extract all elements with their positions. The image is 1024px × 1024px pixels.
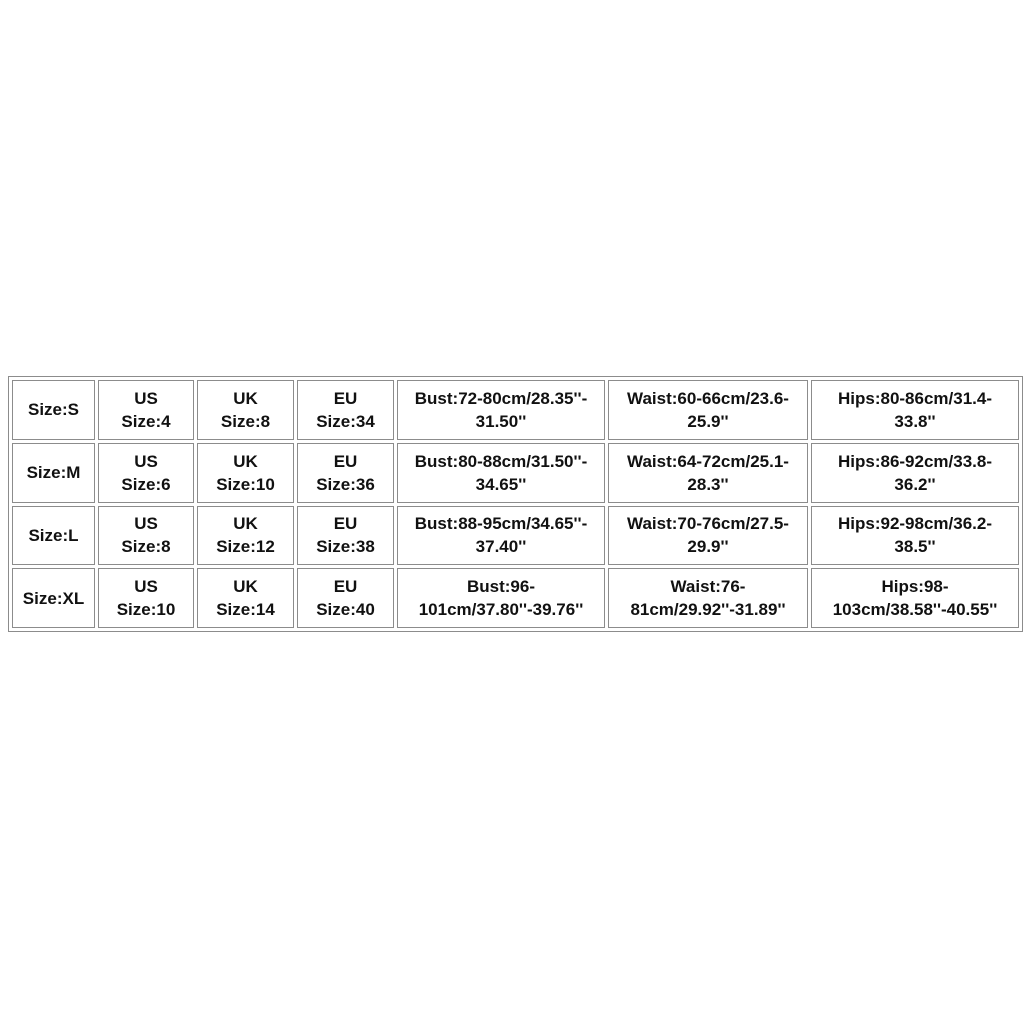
hips-cell: Hips:98- 103cm/38.58''-40.55''	[811, 568, 1019, 628]
us-size-cell: US Size:8	[98, 506, 194, 566]
us-size-cell: US Size:6	[98, 443, 194, 503]
eu-size-cell: EU Size:36	[297, 443, 394, 503]
bust-cell: Bust:72-80cm/28.35''- 31.50''	[397, 380, 605, 440]
bust-cell: Bust:96- 101cm/37.80''-39.76''	[397, 568, 605, 628]
table-row-size-l	[12, 506, 1019, 566]
eu-size-cell: EU Size:34	[297, 380, 394, 440]
waist-cell: Waist:70-76cm/27.5- 29.9''	[608, 506, 808, 566]
eu-size-cell: EU Size:40	[297, 568, 394, 628]
uk-size-cell: UK Size:14	[197, 568, 294, 628]
table-row-size-xl	[12, 568, 1019, 628]
hips-cell: Hips:80-86cm/31.4- 33.8''	[811, 380, 1019, 440]
us-size-cell: US Size:4	[98, 380, 194, 440]
waist-cell: Waist:64-72cm/25.1- 28.3''	[608, 443, 808, 503]
size-cell: Size:L	[12, 506, 95, 566]
size-chart-table	[8, 376, 1023, 632]
uk-size-cell: UK Size:8	[197, 380, 294, 440]
table-row-size-m	[12, 443, 1019, 503]
uk-size-cell: UK Size:12	[197, 506, 294, 566]
eu-size-cell: EU Size:38	[297, 506, 394, 566]
bust-cell: Bust:88-95cm/34.65''- 37.40''	[397, 506, 605, 566]
hips-cell: Hips:86-92cm/33.8- 36.2''	[811, 443, 1019, 503]
size-cell: Size:M	[12, 443, 95, 503]
uk-size-cell: UK Size:10	[197, 443, 294, 503]
size-cell: Size:XL	[12, 568, 95, 628]
us-size-cell: US Size:10	[98, 568, 194, 628]
bust-cell: Bust:80-88cm/31.50''- 34.65''	[397, 443, 605, 503]
waist-cell: Waist:76- 81cm/29.92''-31.89''	[608, 568, 808, 628]
table-row-size-s	[12, 380, 1019, 440]
waist-cell: Waist:60-66cm/23.6- 25.9''	[608, 380, 808, 440]
size-cell: Size:S	[12, 380, 95, 440]
hips-cell: Hips:92-98cm/36.2- 38.5''	[811, 506, 1019, 566]
